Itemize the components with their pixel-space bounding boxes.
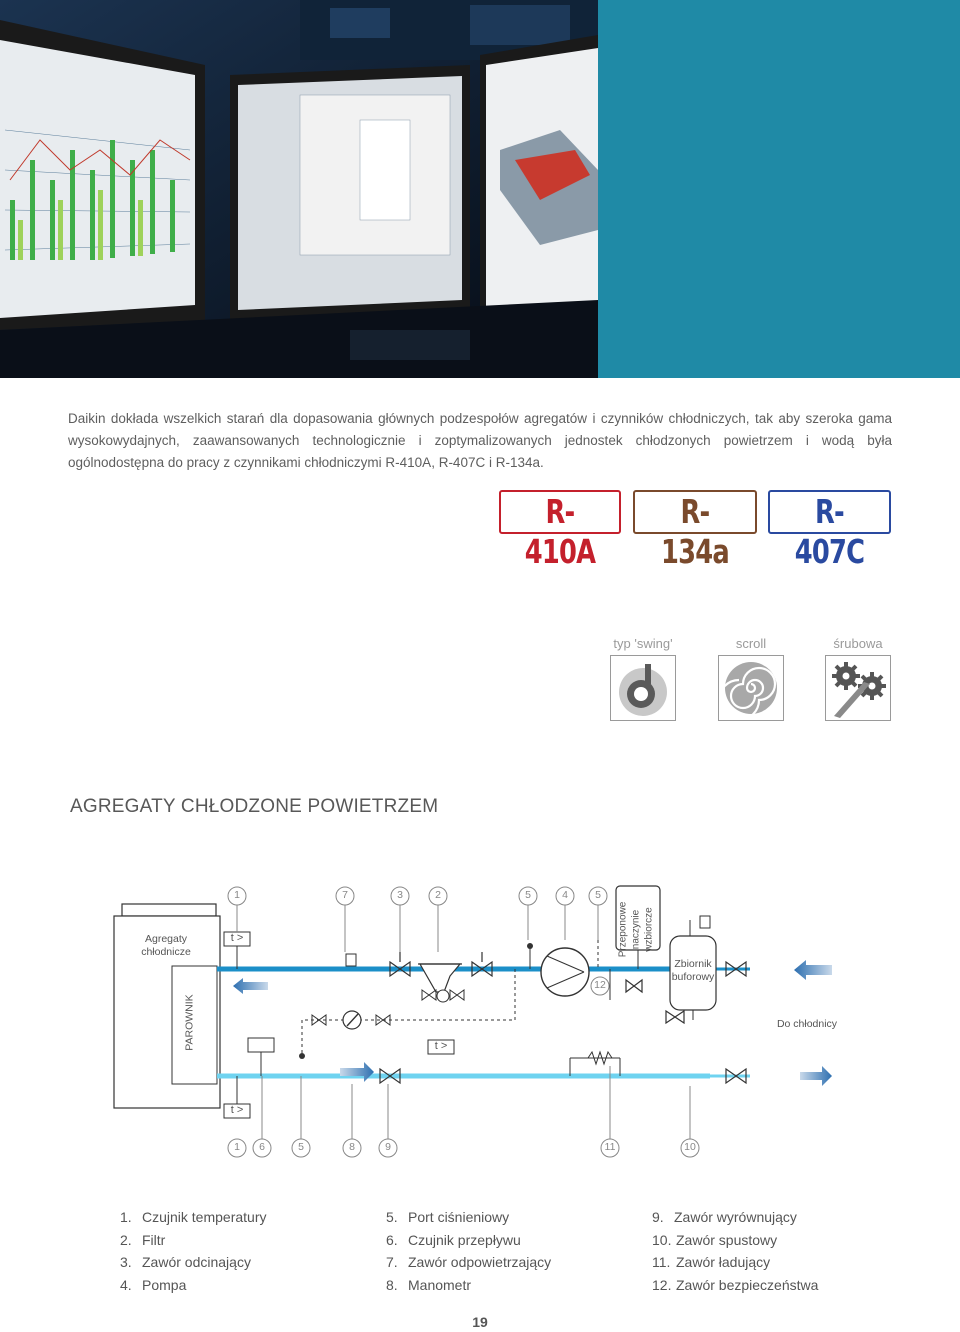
accent-band: [598, 0, 960, 378]
callout-number: 9: [385, 1141, 391, 1153]
unit-label: Agregaty chłodnicze: [141, 933, 191, 958]
callout-number: 1: [234, 889, 240, 901]
temp-sensor-label: t >: [230, 1104, 244, 1116]
diagram-graphics: [100, 880, 860, 1170]
compressor-label-swing: typ 'swing': [613, 636, 673, 651]
evaporator-label: PAROWNIK: [183, 994, 196, 1051]
scroll-compressor-icon: [718, 655, 784, 721]
callout-number: 8: [349, 1141, 355, 1153]
callout-number: 2: [435, 889, 441, 901]
callout-number: 5: [525, 889, 531, 901]
flow-arrow-left: [233, 978, 268, 994]
screw-compressor-icon: [825, 655, 891, 721]
legend-item: 12. Zawór bezpieczeństwa: [652, 1276, 819, 1293]
callout-number: 5: [298, 1141, 304, 1153]
legend-item: 4. Pompa: [120, 1276, 187, 1293]
legend-item: 7. Zawór odpowietrzający: [386, 1254, 552, 1270]
legend-item: 1. Czujnik temperatury: [120, 1209, 267, 1225]
callout-number: 11: [604, 1141, 616, 1153]
to-cooler-label: Do chłodnicy: [776, 1018, 838, 1030]
callout-number: 3: [397, 889, 403, 901]
temp-sensor-label: t >: [230, 932, 244, 944]
hydraulic-diagram: [100, 880, 860, 1170]
legend-item: 5. Port ciśnieniowy: [386, 1209, 510, 1225]
legend-item: 9. Zawór wyrównujący: [652, 1209, 797, 1225]
refrigerant-badge-r410a: [499, 490, 621, 571]
legend-item: 8. Manometr: [386, 1276, 472, 1293]
section-title: AGREGATY CHŁODZONE POWIETRZEM: [70, 796, 439, 817]
hero-photo: [0, 0, 598, 378]
intro-paragraph: Daikin dokłada wszelkich starań dla dopasowania głównych podzespołów agregatów i czynników chłodniczych, tak aby szeroka gama wysokowydajnych, zaawansowanych technologicznie i zoptymalizowanych jednostek chłodzonych powietrzem i wodą była ogólnodostępna do pracy z czynnikami chłodniczymi R-410A, R-407C i R-134a.: [68, 411, 892, 470]
callout-number: 6: [259, 1141, 265, 1153]
refrigerant-label: R-407C: [794, 492, 865, 571]
page-number: 19: [472, 1314, 488, 1330]
callout-number: 1: [234, 1141, 240, 1153]
flow-arrow-return-right: [340, 1062, 374, 1082]
callout-number: 5: [595, 889, 601, 901]
legend-item: 3. Zawór odcinający: [120, 1254, 251, 1270]
refrigerant-label: R-134a: [661, 492, 729, 571]
refrigerant-label: R-410A: [524, 492, 596, 571]
legend-column-3: [652, 1206, 818, 1296]
callout-number: 7: [342, 889, 348, 901]
callout-number: 4: [562, 889, 568, 901]
legend-item: 6. Czujnik przepływu: [386, 1231, 521, 1248]
temp-sensor-label: t >: [434, 1040, 448, 1052]
refrigerant-badge-r134a: [633, 490, 757, 571]
buffer-tank-label: Zbiornik buforowy: [671, 958, 715, 983]
expansion-vessel-label: Przeponowe naczynie wzbiorcze: [617, 901, 655, 958]
legend-item: 11. Zawór ładujący: [652, 1254, 771, 1270]
flow-arrow-from-cooler: [794, 960, 832, 980]
compressor-label-scroll: scroll: [735, 636, 767, 651]
legend-item: 10. Zawór spustowy: [652, 1231, 778, 1248]
monitors-illustration: [0, 0, 598, 378]
legend-column-1: [120, 1206, 267, 1296]
callout-number: 10: [684, 1141, 696, 1153]
callout-number: 12: [594, 979, 606, 991]
flow-arrow-to-cooler: [800, 1066, 832, 1086]
compressor-label-screw: śrubowa: [833, 636, 883, 651]
legend-item: 2. Filtr: [120, 1231, 166, 1248]
swing-compressor-icon: [610, 655, 676, 721]
refrigerant-badge-r407c: [768, 490, 891, 571]
legend-column-2: [386, 1206, 551, 1296]
